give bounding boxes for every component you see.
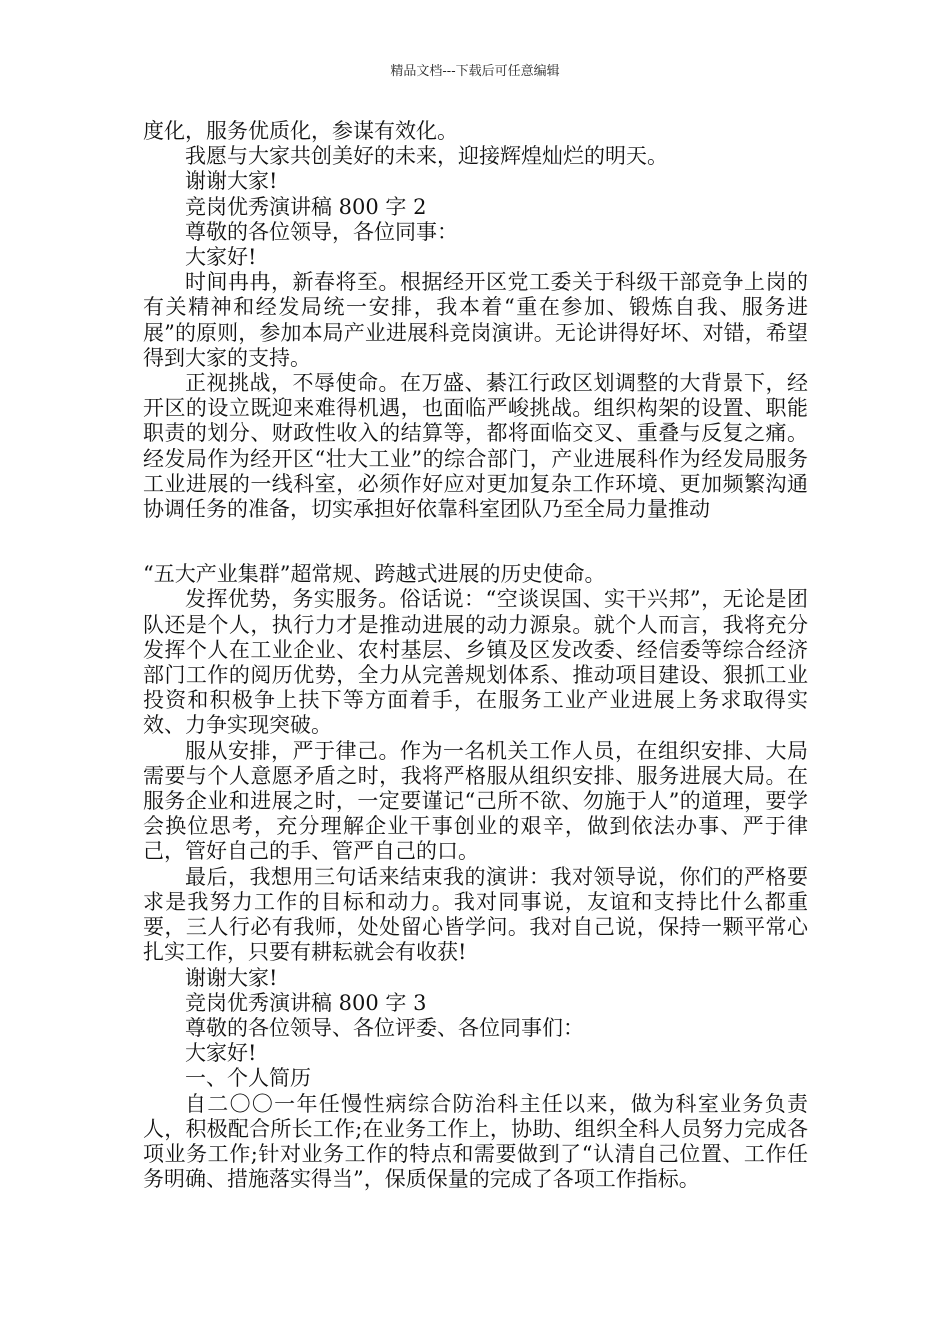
- paragraph: 大家好!: [185, 245, 257, 270]
- document-body: [143, 119, 808, 1192]
- paragraph: 时间冉冉，新春将至。根据经开区党工委关于科级干部竞争上岗的有关精神和经发局统一安排，我本着“重在参加、锻炼自我、服务进展”的原则，参加本局产业进展科竞岗演讲。无论讲得好坏、对错，希望得到大家的支持。: [143, 270, 808, 370]
- paragraph: 尊敬的各位领导，各位同事：: [185, 219, 458, 244]
- text-block-top: [143, 119, 808, 522]
- paragraph: 自二〇〇一年任慢性病综合防治科主任以来，做为科室业务负责人，积极配合所长工作;在业务工作上，协助、组织全科人员努力完成各项业务工作;针对业务工作的特点和需要做到了“认清自己位置、工作任务明确、措施落实得当”，保质保量的完成了各项工作指标。: [143, 1091, 808, 1192]
- paragraph: 最后，我想用三句话来结束我的演讲：我对领导说，你们的严格要求是我努力工作的目标和动力。我对同事说，友谊和支持比什么都重要，三人行必有我师，处处留心皆学问。我对自己说，保持一颗平常心扎实工作，只要有耕耘就会有收获!: [143, 864, 808, 965]
- paragraph: 服从安排，严于律己。作为一名机关工作人员，在组织安排、大局需要与个人意愿矛盾之时，我将严格服从组织安排、服务进展大局。在服务企业和进展之时，一定要谨记“己所不欲、勿施于人”的道理，要学会换位思考，充分理解企业干事创业的艰辛，做到依法办事、严于律己，管好自己的手、管严自己的口。: [143, 738, 808, 864]
- paragraph: 尊敬的各位领导、各位评委、各位同事们：: [185, 1015, 584, 1040]
- paragraph: 谢谢大家!: [185, 169, 278, 194]
- paragraph: “五大产业集群”超常规、跨越式进展的历史使命。: [143, 562, 606, 587]
- paragraph: 发挥优势，务实服务。俗话说：“空谈误国、实干兴邦”，无论是团队还是个人，执行力才是推动进展的动力源泉。就个人而言，我将充分发挥个人在工业企业、农村基层、乡镇及区发改委、经信委等综合经济部门工作的阅历优势，全力从完善规划体系、推动项目建设、狠抓工业投资和积极争上扶下等方面着手，在服务工业产业进展上务求取得实效、力争实现突破。: [143, 587, 808, 738]
- paragraph: 我愿与大家共创美好的未来，迎接辉煌灿烂的明天。: [185, 144, 668, 169]
- paragraph: 度化，服务优质化，参谋有效化。: [143, 119, 458, 143]
- paragraph: 大家好!: [185, 1041, 257, 1066]
- paragraph: 竞岗优秀演讲稿 800 字 2: [185, 194, 427, 219]
- page-header: 精品文档---下载后可任意编辑: [390, 64, 560, 79]
- paragraph: 竞岗优秀演讲稿 800 字 3: [185, 990, 427, 1015]
- paragraph-gap: [143, 522, 808, 562]
- paragraph: 正视挑战，不辱使命。在万盛、綦江行政区划调整的大背景下，经开区的设立既迎来难得机遇，也面临严峻挑战。组织构架的设置、职能职责的划分、财政性收入的结算等，都将面临交叉、重叠与反复之痛。经发局作为经开区“壮大工业”的综合部门，产业进展科作为经发局服务工业进展的一线科室，必须作好应对更加复杂工作环境、更加频繁沟通协调任务的准备，切实承担好依靠科室团队乃至全局力量推动: [143, 371, 808, 522]
- paragraph: 谢谢大家!: [185, 965, 278, 990]
- paragraph: 一、个人简历: [185, 1066, 311, 1091]
- text-block-bottom: [143, 562, 808, 1192]
